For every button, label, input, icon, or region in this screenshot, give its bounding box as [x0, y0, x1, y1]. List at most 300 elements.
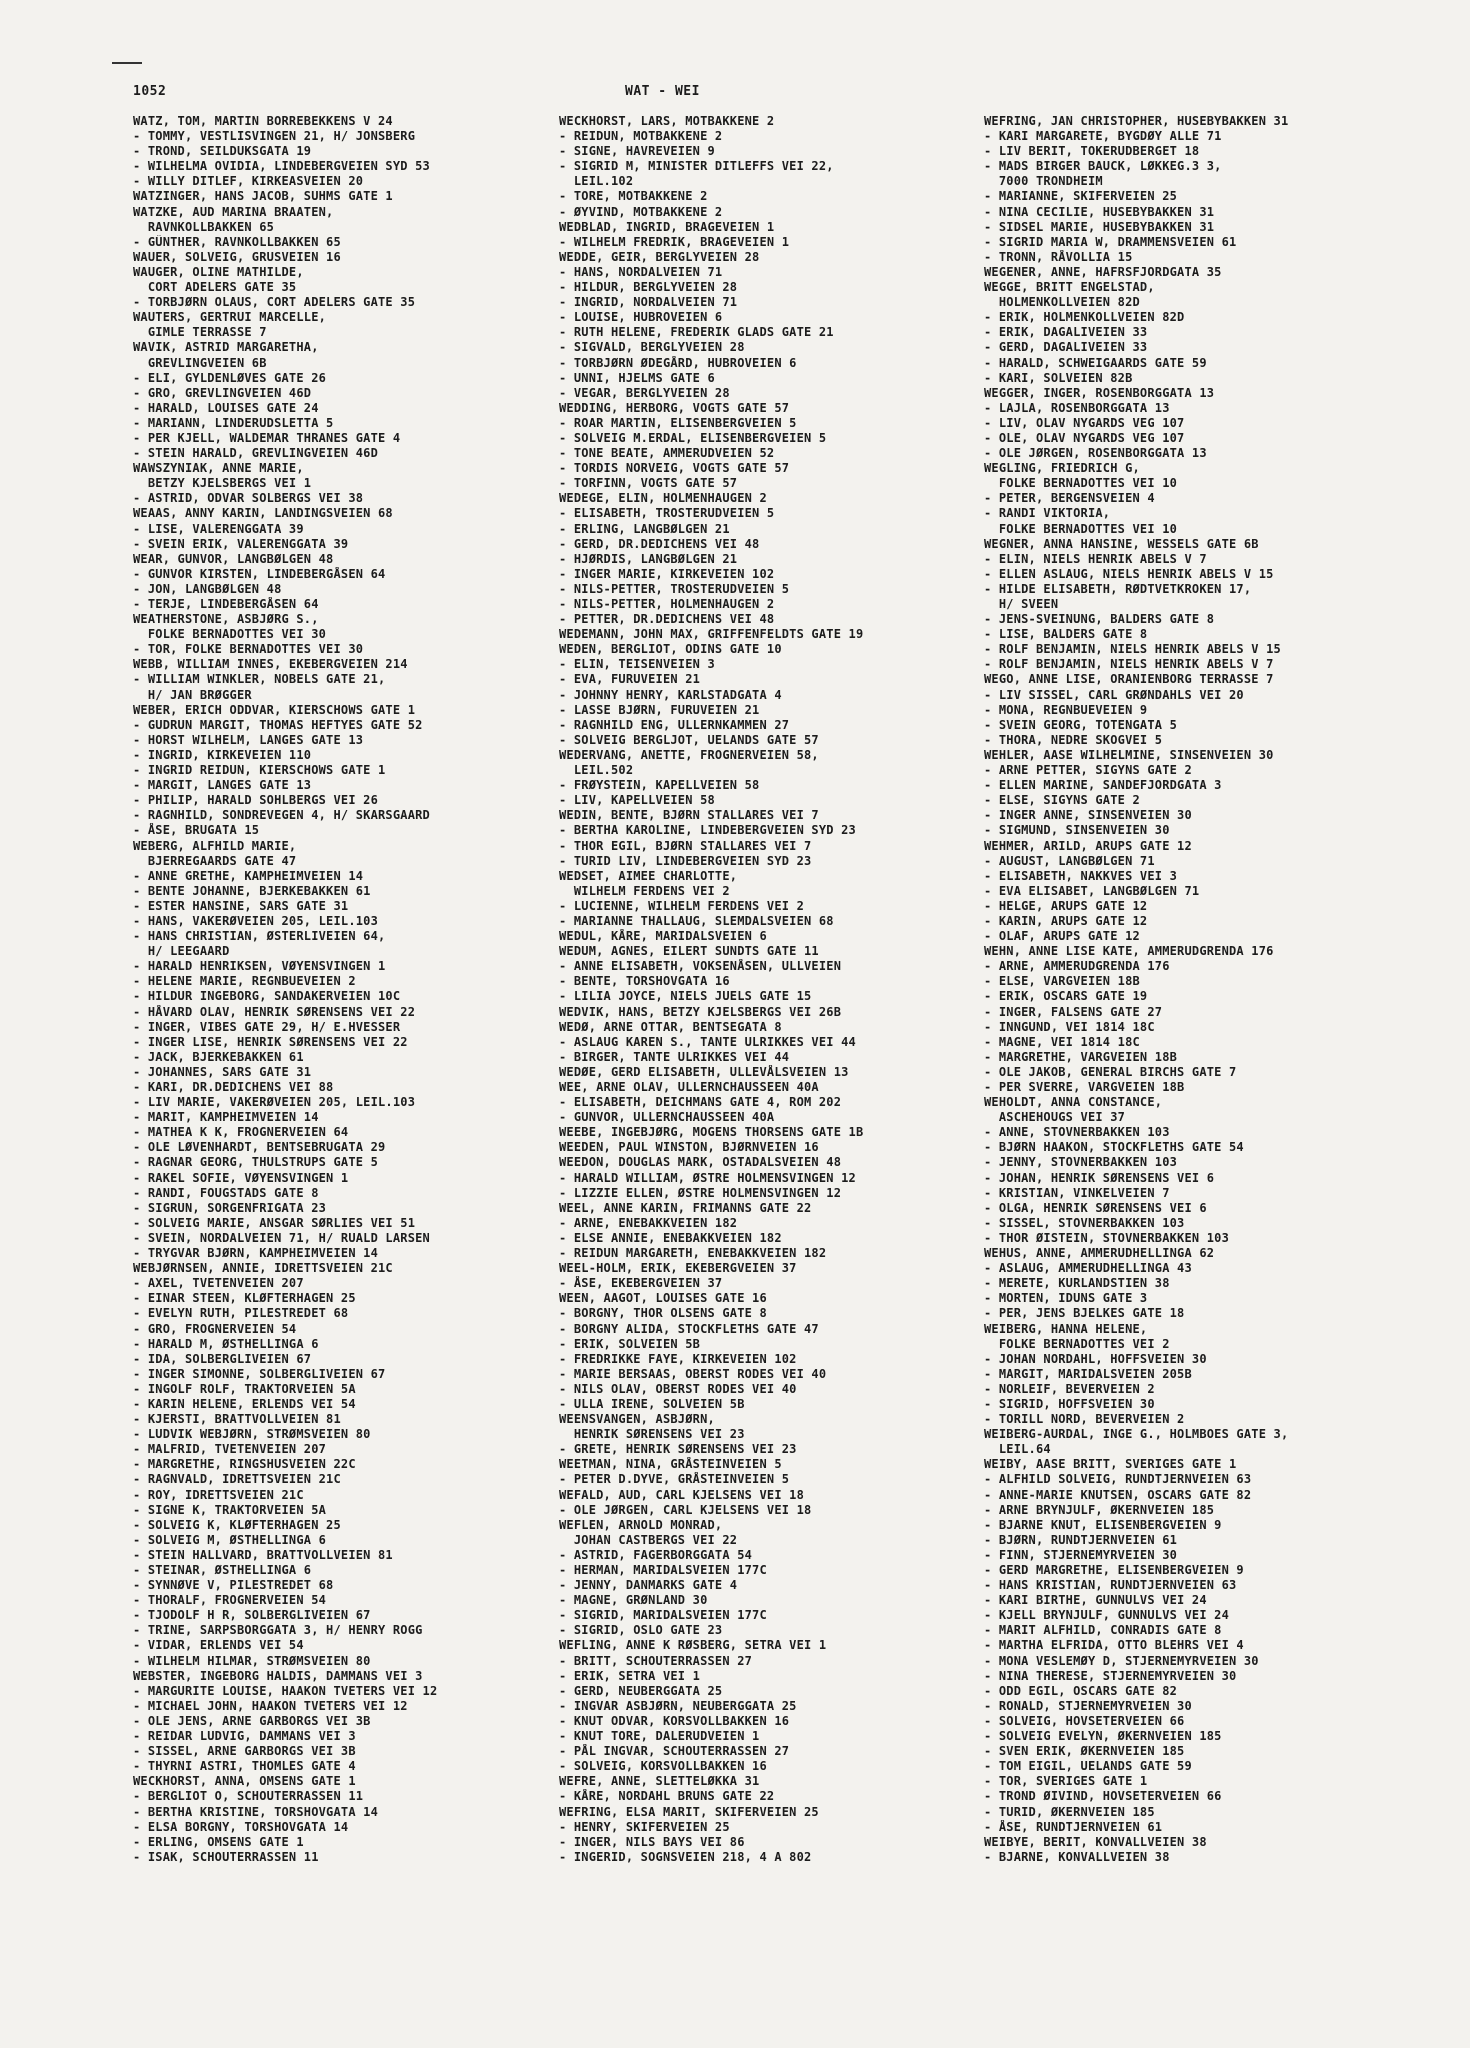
- directory-entry-line: - SVEN ERIK, ØKERNVEIEN 185: [984, 1744, 1185, 1759]
- directory-entry-line: - OLE JØRGEN, ROSENBORGGATA 13: [984, 446, 1207, 461]
- directory-entry-line: - ANNE ELISABETH, VOKSENÅSEN, ULLVEIEN: [559, 959, 842, 974]
- directory-entry-line: - ERLING, OMSENS GATE 1: [133, 1834, 304, 1849]
- directory-entry-line: - ROAR MARTIN, ELISENBERGVEIEN 5: [559, 415, 797, 430]
- directory-entry-line: GIMLE TERRASSE 7: [133, 325, 267, 340]
- directory-entry-line: - ANNE, STOVNERBAKKEN 103: [984, 1125, 1170, 1140]
- directory-entry-line: - MONA VESLEMØY D, STJERNEMYRVEIEN 30: [984, 1653, 1259, 1668]
- directory-entry-line: HENRIK SØRENSENS VEI 23: [559, 1427, 745, 1442]
- directory-entry-line: - GUNVOR KIRSTEN, LINDEBERGÅSEN 64: [133, 566, 386, 581]
- directory-entry-line: - RAGNAR GEORG, THULSTRUPS GATE 5: [133, 1155, 379, 1170]
- directory-entry-line: - TONE BEATE, AMMERUDVEIEN 52: [559, 446, 775, 461]
- directory-entry-line: - TRYGVAR BJØRN, KAMPHEIMVEIEN 14: [133, 1246, 379, 1261]
- directory-entry-line: WEHOLDT, ANNA CONSTANCE,: [984, 1095, 1163, 1110]
- directory-entry-line: - ERIK, HOLMENKOLLVEIEN 82D: [984, 310, 1185, 325]
- directory-entry-line: RAVNKOLLBAKKEN 65: [133, 219, 275, 234]
- directory-entry-line: - MATHEA K K, FROGNERVEIEN 64: [133, 1125, 349, 1140]
- directory-entry-line: - SIGRID, HOFFSVEIEN 30: [984, 1396, 1155, 1411]
- directory-entry-line: - SOLVEIG M.ERDAL, ELISENBERGVEIEN 5: [559, 430, 827, 445]
- directory-entry-line: - ELLEN MARINE, SANDEFJORDGATA 3: [984, 778, 1222, 793]
- directory-entry-line: WECKHORST, LARS, MOTBAKKENE 2: [559, 114, 775, 128]
- directory-entry-line: WEEBE, INGEBJØRG, MOGENS THORSENS GATE 1B: [559, 1125, 864, 1140]
- directory-entry-line: - HILDE ELISABETH, RØDTVETKROKEN 17,: [984, 581, 1252, 596]
- directory-entry-line: - LUDVIK WEBJØRN, STRØMSVEIEN 80: [133, 1427, 371, 1442]
- directory-entry-line: - TJODOLF H R, SOLBERGLIVEIEN 67: [133, 1608, 371, 1623]
- directory-entry-line: - ERIK, SOLVEIEN 5B: [559, 1336, 701, 1351]
- directory-entry-line: - PETER, BERGENSVEIEN 4: [984, 491, 1155, 506]
- directory-entry-line: - MARGRETHE, RINGSHUSVEIEN 22C: [133, 1457, 356, 1472]
- directory-entry-line: - JOHANNES, SARS GATE 31: [133, 1064, 312, 1079]
- directory-entry-line: - EINAR STEEN, KLØFTERHAGEN 25: [133, 1291, 356, 1306]
- directory-entry-line: - SIGRUN, SORGENFRIGATA 23: [133, 1200, 327, 1215]
- directory-entry-line: - MARIANNE THALLAUG, SLEMDALSVEIEN 68: [559, 913, 834, 928]
- directory-entry-line: - INGER ANNE, SINSENVEIEN 30: [984, 808, 1192, 823]
- directory-entry-line: - ODD EGIL, OSCARS GATE 82: [984, 1683, 1178, 1698]
- directory-entry-line: - HJØRDIS, LANGBØLGEN 21: [559, 551, 738, 566]
- directory-entry-line: - TRONN, RÅVOLLIA 15: [984, 249, 1133, 264]
- directory-entry-line: WECKHORST, ANNA, OMSENS GATE 1: [133, 1774, 356, 1789]
- directory-entry-line: - HANS, NORDALVEIEN 71: [559, 264, 723, 279]
- directory-entry-line: - GRETE, HENRIK SØRENSENS VEI 23: [559, 1442, 797, 1457]
- directory-entry-line: - HILDUR INGEBORG, SANDAKERVEIEN 10C: [133, 989, 401, 1004]
- directory-entry-line: WEBJØRNSEN, ANNIE, IDRETTSVEIEN 21C: [133, 1261, 393, 1276]
- directory-entry-line: - GÜNTHER, RAVNKOLLBAKKEN 65: [133, 234, 341, 249]
- directory-entry-line: - TOR, SVERIGES GATE 1: [984, 1774, 1148, 1789]
- directory-entry-line: - EVA, FURUVEIEN 21: [559, 672, 701, 687]
- directory-entry-line: - REIDAR LUDVIG, DAMMANS VEI 3: [133, 1729, 356, 1744]
- directory-entry-line: CORT ADELERS GATE 35: [133, 280, 297, 295]
- directory-entry-line: - TORDIS NORVEIG, VOGTS GATE 57: [559, 461, 790, 476]
- directory-entry-line: - HARALD, SCHWEIGAARDS GATE 59: [984, 355, 1207, 370]
- directory-entry-line: - GERD MARGRETHE, ELISENBERGVEIEN 9: [984, 1563, 1244, 1577]
- directory-entry-line: WEDDE, GEIR, BERGLYVEIEN 28: [559, 249, 760, 264]
- directory-entry-line: WEIBYE, BERIT, KONVALLVEIEN 38: [984, 1834, 1207, 1849]
- directory-entry-line: - HENRY, SKIFERVEIEN 25: [559, 1819, 730, 1834]
- directory-entry-line: - HILDUR, BERGLYVEIEN 28: [559, 280, 738, 295]
- directory-entry-line: - KARI, DR.DEDICHENS VEI 88: [133, 1080, 334, 1094]
- directory-entry-line: - EVA ELISABET, LANGBØLGEN 71: [984, 883, 1200, 898]
- directory-entry-line: - ESTER HANSINE, SARS GATE 31: [133, 898, 349, 913]
- directory-entry-line: HOLMENKOLLVEIEN 82D: [984, 295, 1140, 310]
- directory-entry-line: - TOR, FOLKE BERNADOTTES VEI 30: [133, 642, 364, 657]
- directory-entry-line: - SYNNØVE V, PILESTREDET 68: [133, 1578, 334, 1593]
- directory-entry-line: WATZ, TOM, MARTIN BORREBEKKENS V 24: [133, 114, 393, 128]
- directory-entry-line: - ANNE-MARIE KNUTSEN, OSCARS GATE 82: [984, 1487, 1252, 1502]
- directory-entry-line: - STEIN HALLVARD, BRATTVOLLVEIEN 81: [133, 1547, 393, 1562]
- directory-entry-line: WEGGER, INGER, ROSENBORGGATA 13: [984, 385, 1215, 400]
- directory-entry-line: - PETTER, DR.DEDICHENS VEI 48: [559, 612, 775, 627]
- directory-entry-line: - LIV, KAPELLVEIEN 58: [559, 793, 715, 808]
- directory-entry-line: - MARIT, KAMPHEIMVEIEN 14: [133, 1110, 319, 1125]
- directory-entry-line: - SVEIN GEORG, TOTENGATA 5: [984, 717, 1178, 732]
- directory-entry-line: WEDSET, AIMEE CHARLOTTE,: [559, 868, 738, 883]
- directory-entry-line: WEGLING, FRIEDRICH G,: [984, 461, 1140, 476]
- directory-entry-line: - TOM EIGIL, UELANDS GATE 59: [984, 1759, 1192, 1774]
- directory-entry-line: - OLE JØRGEN, CARL KJELSENS VEI 18: [559, 1502, 812, 1517]
- directory-entry-line: - ELSE ANNIE, ENEBAKKVEIEN 182: [559, 1230, 782, 1245]
- directory-entry-line: - FINN, STJERNEMYRVEIEN 30: [984, 1547, 1178, 1562]
- directory-entry-line: - INGER, VIBES GATE 29, H/ E.HVESSER: [133, 1019, 401, 1034]
- directory-entry-line: - ØYVIND, MOTBAKKENE 2: [559, 204, 723, 219]
- directory-entry-line: WEE, ARNE OLAV, ULLERNCHAUSSEEN 40A: [559, 1080, 819, 1094]
- directory-entry-line: GREVLINGVEIEN 6B: [133, 355, 267, 370]
- directory-entry-line: - ÅSE, BRUGATA 15: [133, 823, 260, 838]
- directory-entry-line: WILHELM FERDENS VEI 2: [559, 883, 730, 898]
- directory-entry-line: - PHILIP, HARALD SOHLBERGS VEI 26: [133, 793, 379, 808]
- directory-entry-line: - HARALD, LOUISES GATE 24: [133, 400, 319, 415]
- directory-entry-line: - MICHAEL JOHN, HAAKON TVETERS VEI 12: [133, 1698, 408, 1713]
- directory-entry-line: - TROND, SEILDUKSGATA 19: [133, 144, 312, 159]
- directory-entry-line: - SOLVEIG, KORSVOLLBAKKEN 16: [559, 1759, 767, 1774]
- directory-entry-line: - NILS-PETTER, HOLMENHAUGEN 2: [559, 597, 775, 611]
- directory-entry-line: - MARIT ALFHILD, CONRADIS GATE 8: [984, 1623, 1222, 1638]
- directory-entry-line: - NILS OLAV, OBERST RODES VEI 40: [559, 1381, 797, 1396]
- directory-entry-line: - LUCIENNE, WILHELM FERDENS VEI 2: [559, 898, 805, 913]
- directory-entry-line: - INGVAR ASBJØRN, NEUBERGGATA 25: [559, 1698, 797, 1713]
- directory-entry-line: WEDIN, BENTE, BJØRN STALLARES VEI 7: [559, 808, 819, 823]
- directory-entry-line: - TORILL NORD, BEVERVEIEN 2: [984, 1412, 1185, 1427]
- directory-entry-line: - MARIE BERSAAS, OBERST RODES VEI 40: [559, 1366, 827, 1381]
- directory-entry-line: - GUNVOR, ULLERNCHAUSSEEN 40A: [559, 1110, 775, 1125]
- directory-entry-line: - FREDRIKKE FAYE, KIRKEVEIEN 102: [559, 1351, 797, 1366]
- directory-entry-line: - GRO, GREVLINGVEIEN 46D: [133, 385, 312, 400]
- directory-entry-line: - HARALD HENRIKSEN, VØYENSVINGEN 1: [133, 959, 386, 974]
- directory-entry-line: - HANS, VAKERØVEIEN 205, LEIL.103: [133, 913, 379, 928]
- directory-entry-line: - LIV MARIE, VAKERØVEIEN 205, LEIL.103: [133, 1095, 416, 1110]
- directory-entry-line: - AUGUST, LANGBØLGEN 71: [984, 853, 1155, 868]
- directory-entry-line: - THOR ØISTEIN, STOVNERBAKKEN 103: [984, 1230, 1230, 1245]
- directory-entry-line: - ARNE, AMMERUDGRENDA 176: [984, 959, 1170, 974]
- directory-entry-line: - INGER LISE, HENRIK SØRENSENS VEI 22: [133, 1034, 408, 1049]
- directory-entry-line: - ULLA IRENE, SOLVEIEN 5B: [559, 1396, 745, 1411]
- directory-entry-line: WEFRING, ELSA MARIT, SKIFERVEIEN 25: [559, 1804, 819, 1819]
- directory-entry-line: WAUER, SOLVEIG, GRUSVEIEN 16: [133, 249, 341, 264]
- directory-entry-line: WEENSVANGEN, ASBJØRN,: [559, 1412, 715, 1427]
- directory-entry-line: WEBSTER, INGEBORG HALDIS, DAMMANS VEI 3: [133, 1668, 423, 1683]
- directory-entry-line: - FRØYSTEIN, KAPELLVEIEN 58: [559, 778, 760, 793]
- directory-entry-line: - ERIK, OSCARS GATE 19: [984, 989, 1148, 1004]
- directory-entry-line: - THOR EGIL, BJØRN STALLARES VEI 7: [559, 838, 812, 853]
- directory-entry-line: - GUDRUN MARGIT, THOMAS HEFTYES GATE 52: [133, 717, 423, 732]
- directory-entry-line: WEDØE, GERD ELISABETH, ULLEVÅLSVEIEN 13: [559, 1064, 849, 1079]
- directory-entry-line: - ROLF BENJAMIN, NIELS HENRIK ABELS V 7: [984, 657, 1274, 672]
- directory-entry-line: WATZINGER, HANS JACOB, SUHMS GATE 1: [133, 189, 393, 204]
- directory-entry-line: - HERMAN, MARIDALSVEIEN 177C: [559, 1563, 767, 1577]
- directory-entry-line: - PÅL INGVAR, SCHOUTERRASSEN 27: [559, 1744, 790, 1759]
- directory-entry-line: - INGER, FALSENS GATE 27: [984, 1004, 1163, 1019]
- directory-entry-line: - RAKEL SOFIE, VØYENSVINGEN 1: [133, 1170, 349, 1185]
- directory-entry-line: WEDEN, BERGLIOT, ODINS GATE 10: [559, 642, 782, 657]
- directory-entry-line: - MARGIT, MARIDALSVEIEN 205B: [984, 1366, 1192, 1381]
- directory-entry-line: - INGOLF ROLF, TRAKTORVEIEN 5A: [133, 1381, 356, 1396]
- directory-entry-line: - HÅVARD OLAV, HENRIK SØRENSENS VEI 22: [133, 1004, 416, 1019]
- directory-entry-line: - ISAK, SCHOUTERRASSEN 11: [133, 1849, 319, 1864]
- directory-entry-line: WEFALD, AUD, CARL KJELSENS VEI 18: [559, 1487, 805, 1502]
- directory-entry-line: - RANDI, FOUGSTADS GATE 8: [133, 1185, 319, 1200]
- directory-entry-line: WEDUM, AGNES, EILERT SUNDTS GATE 11: [559, 944, 819, 959]
- directory-entry-line: WEDVIK, HANS, BETZY KJELSBERGS VEI 26B: [559, 1004, 842, 1019]
- directory-entry-line: - MARGIT, LANGES GATE 13: [133, 778, 312, 793]
- directory-entry-line: WEFLING, ANNE K RØSBERG, SETRA VEI 1: [559, 1638, 827, 1653]
- directory-entry-line: - STEIN HARALD, GREVLINGVEIEN 46D: [133, 446, 379, 461]
- directory-entry-line: ASCHEHOUGS VEI 37: [984, 1110, 1126, 1125]
- directory-entry-line: WEGNER, ANNA HANSINE, WESSELS GATE 6B: [984, 536, 1259, 551]
- directory-entry-line: - ARNE PETTER, SIGYNS GATE 2: [984, 763, 1192, 778]
- directory-entry-line: - KARIN, ARUPS GATE 12: [984, 913, 1148, 928]
- directory-entry-line: - ERIK, SETRA VEI 1: [559, 1668, 701, 1683]
- directory-entry-line: - MARIANNE, SKIFERVEIEN 25: [984, 189, 1178, 204]
- directory-entry-line: WEEDEN, PAUL WINSTON, BJØRNVEIEN 16: [559, 1140, 819, 1155]
- running-head: WAT - WEI: [625, 84, 700, 99]
- directory-entry-line: - THORA, NEDRE SKOGVEI 5: [984, 732, 1163, 747]
- directory-entry-line: 7000 TRONDHEIM: [984, 174, 1103, 189]
- directory-entry-line: - RANDI VIKTORIA,: [984, 506, 1111, 521]
- directory-entry-line: - MARIANN, LINDERUDSLETTA 5: [133, 415, 334, 430]
- directory-entry-line: - SOLVEIG K, KLØFTERHAGEN 25: [133, 1517, 341, 1532]
- directory-entry-line: - KRISTIAN, VINKELVEIEN 7: [984, 1185, 1170, 1200]
- directory-entry-line: - RAGNHILD ENG, ULLERNKAMMEN 27: [559, 717, 790, 732]
- directory-entry-line: - TURID, ØKERNVEIEN 185: [984, 1804, 1155, 1819]
- directory-entry-line: WEFLEN, ARNOLD MONRAD,: [559, 1517, 723, 1532]
- page-number: 1052: [133, 84, 167, 99]
- directory-entry-line: - SIGMUND, SINSENVEIEN 30: [984, 823, 1170, 838]
- directory-entry-line: - ROY, IDRETTSVEIEN 21C: [133, 1487, 304, 1502]
- directory-entry-line: WEDEMANN, JOHN MAX, GRIFFENFELDTS GATE 19: [559, 627, 864, 642]
- directory-entry-line: - SIGRID M, MINISTER DITLEFFS VEI 22,: [559, 159, 834, 174]
- directory-entry-line: - PER SVERRE, VARGVEIEN 18B: [984, 1080, 1185, 1094]
- directory-entry-line: WEETMAN, NINA, GRÅSTEINVEIEN 5: [559, 1457, 782, 1472]
- directory-entry-line: WEHUS, ANNE, AMMERUDHELLINGA 62: [984, 1246, 1215, 1261]
- directory-entry-line: H/ LEEGAARD: [133, 944, 230, 959]
- directory-entry-line: FOLKE BERNADOTTES VEI 10: [984, 521, 1178, 536]
- directory-entry-line: - KÅRE, NORDAHL BRUNS GATE 22: [559, 1789, 775, 1804]
- directory-entry-line: - TURID LIV, LINDEBERGVEIEN SYD 23: [559, 853, 812, 868]
- directory-entry-line: - ARNE, ENEBAKKVEIEN 182: [559, 1215, 738, 1230]
- directory-entry-line: - LIV, OLAV NYGARDS VEG 107: [984, 415, 1185, 430]
- directory-entry-line: - BERTHA KRISTINE, TORSHOVGATA 14: [133, 1804, 379, 1819]
- directory-column-3: [984, 114, 1384, 1865]
- directory-entry-line: WEGO, ANNE LISE, ORANIENBORG TERRASSE 7: [984, 672, 1274, 687]
- directory-entry-line: - SIGRID, MARIDALSVEIEN 177C: [559, 1608, 767, 1623]
- directory-entry-line: - REIDUN MARGARETH, ENEBAKKVEIEN 182: [559, 1246, 827, 1261]
- directory-entry-line: - GERD, DAGALIVEIEN 33: [984, 340, 1148, 355]
- directory-entry-line: WEIBERG, HANNA HELENE,: [984, 1321, 1148, 1336]
- directory-entry-line: - ALFHILD SOLVEIG, RUNDTJERNVEIEN 63: [984, 1472, 1252, 1487]
- directory-entry-line: - JACK, BJERKEBAKKEN 61: [133, 1049, 304, 1064]
- directory-entry-line: - ELIN, TEISENVEIEN 3: [559, 657, 715, 672]
- directory-entry-line: - TORBJØRN ØDEGÅRD, HUBROVEIEN 6: [559, 355, 797, 370]
- directory-entry-line: WEEDON, DOUGLAS MARK, OSTADALSVEIEN 48: [559, 1155, 842, 1170]
- directory-entry-line: WEHMER, ARILD, ARUPS GATE 12: [984, 838, 1192, 853]
- directory-entry-line: - OLE JAKOB, GENERAL BIRCHS GATE 7: [984, 1064, 1237, 1079]
- directory-entry-line: - MAGNE, GRØNLAND 30: [559, 1593, 708, 1608]
- directory-entry-line: WEDBLAD, INGRID, BRAGEVEIEN 1: [559, 219, 775, 234]
- directory-entry-line: - BJARNE KNUT, ELISENBERGVEIEN 9: [984, 1517, 1222, 1532]
- directory-entry-line: - GERD, NEUBERGGATA 25: [559, 1683, 723, 1698]
- directory-entry-line: - LISE, VALERENGGATA 39: [133, 521, 304, 536]
- directory-entry-line: FOLKE BERNADOTTES VEI 30: [133, 627, 327, 642]
- directory-entry-line: - KJERSTI, BRATTVOLLVEIEN 81: [133, 1412, 341, 1427]
- directory-entry-line: - TRINE, SARPSBORGGATA 3, H/ HENRY ROGG: [133, 1623, 423, 1638]
- directory-entry-line: WEEL, ANNE KARIN, FRIMANNS GATE 22: [559, 1200, 812, 1215]
- directory-entry-line: - MAGNE, VEI 1814 18C: [984, 1034, 1140, 1049]
- directory-entry-line: WEDEGE, ELIN, HOLMENHAUGEN 2: [559, 491, 767, 506]
- directory-entry-line: - HANS KRISTIAN, RUNDTJERNVEIEN 63: [984, 1578, 1237, 1593]
- directory-entry-line: WEDUL, KÅRE, MARIDALSVEIEN 6: [559, 929, 767, 944]
- directory-entry-line: - SIGRID MARIA W, DRAMMENSVEIEN 61: [984, 234, 1237, 249]
- directory-entry-line: - JOHAN NORDAHL, HOFFSVEIEN 30: [984, 1351, 1207, 1366]
- directory-entry-line: - ELLEN ASLAUG, NIELS HENRIK ABELS V 15: [984, 566, 1274, 581]
- directory-entry-line: - JON, LANGBØLGEN 48: [133, 581, 282, 596]
- directory-entry-line: - MARGRETHE, VARGVEIEN 18B: [984, 1049, 1178, 1064]
- directory-entry-line: - MONA, REGNBUEVEIEN 9: [984, 702, 1148, 717]
- directory-entry-line: - ERIK, DAGALIVEIEN 33: [984, 325, 1148, 340]
- directory-entry-line: - BRITT, SCHOUTERRASSEN 27: [559, 1653, 753, 1668]
- directory-entry-line: - LASSE BJØRN, FURUVEIEN 21: [559, 702, 760, 717]
- directory-entry-line: - AXEL, TVETENVEIEN 207: [133, 1276, 304, 1291]
- directory-entry-line: WAVIK, ASTRID MARGARETHA,: [133, 340, 319, 355]
- directory-entry-line: - TORE, MOTBAKKENE 2: [559, 189, 708, 204]
- directory-entry-line: FOLKE BERNADOTTES VEI 2: [984, 1336, 1170, 1351]
- directory-entry-line: - SIDSEL MARIE, HUSEBYBAKKEN 31: [984, 219, 1215, 234]
- directory-entry-line: - GRO, FROGNERVEIEN 54: [133, 1321, 297, 1336]
- directory-entry-line: - OLE LØVENHARDT, BENTSEBRUGATA 29: [133, 1140, 386, 1155]
- directory-entry-line: - LILIA JOYCE, NIELS JUELS GATE 15: [559, 989, 812, 1004]
- directory-entry-line: - OLE, OLAV NYGARDS VEG 107: [984, 430, 1185, 445]
- directory-entry-line: - BORGNY, THOR OLSENS GATE 8: [559, 1306, 767, 1321]
- directory-entry-line: - SISSEL, ARNE GARBORGS VEI 3B: [133, 1744, 356, 1759]
- directory-entry-line: - BJØRN, RUNDTJERNVEIEN 61: [984, 1532, 1178, 1547]
- directory-entry-line: - GERD, DR.DEDICHENS VEI 48: [559, 536, 760, 551]
- directory-entry-line: - ELIN, NIELS HENRIK ABELS V 7: [984, 551, 1207, 566]
- directory-entry-line: - KARI BIRTHE, GUNNULVS VEI 24: [984, 1593, 1207, 1608]
- directory-entry-line: H/ SVEEN: [984, 597, 1059, 611]
- directory-entry-line: WEAAS, ANNY KARIN, LANDINGSVEIEN 68: [133, 506, 393, 521]
- directory-entry-line: - KJELL BRYNJULF, GUNNULVS VEI 24: [984, 1608, 1230, 1623]
- directory-entry-line: - OLE JENS, ARNE GARBORGS VEI 3B: [133, 1713, 371, 1728]
- directory-entry-line: WAUTERS, GERTRUI MARCELLE,: [133, 310, 327, 325]
- directory-entry-line: JOHAN CASTBERGS VEI 22: [559, 1532, 738, 1547]
- directory-entry-line: - BJARNE, KONVALLVEIEN 38: [984, 1849, 1170, 1864]
- directory-entry-line: - WILLY DITLEF, KIRKEASVEIEN 20: [133, 174, 364, 189]
- directory-entry-line: - KARI MARGARETE, BYGDØY ALLE 71: [984, 129, 1222, 144]
- directory-entry-line: - ROLF BENJAMIN, NIELS HENRIK ABELS V 15: [984, 642, 1281, 657]
- directory-entry-line: - LIV SISSEL, CARL GRØNDAHLS VEI 20: [984, 687, 1244, 702]
- directory-entry-line: - RUTH HELENE, FREDERIK GLADS GATE 21: [559, 325, 834, 340]
- directory-entry-line: - SIGRID, OSLO GATE 23: [559, 1623, 723, 1638]
- directory-entry-line: - NILS-PETTER, TROSTERUDVEIEN 5: [559, 581, 790, 596]
- directory-entry-line: WEDERVANG, ANETTE, FROGNERVEIEN 58,: [559, 747, 819, 762]
- directory-entry-line: - RAGNVALD, IDRETTSVEIEN 21C: [133, 1472, 341, 1487]
- directory-entry-line: - INGRID, KIRKEVEIEN 110: [133, 747, 312, 762]
- directory-entry-line: WEIBY, AASE BRITT, SVERIGES GATE 1: [984, 1457, 1237, 1472]
- directory-entry-line: - TERJE, LINDEBERGÅSEN 64: [133, 597, 319, 611]
- directory-entry-line: - HARALD WILLIAM, ØSTRE HOLMENSVINGEN 12: [559, 1170, 856, 1185]
- directory-entry-line: - BORGNY ALIDA, STOCKFLETHS GATE 47: [559, 1321, 819, 1336]
- directory-entry-line: WEFRING, JAN CHRISTOPHER, HUSEBYBAKKEN 31: [984, 114, 1289, 128]
- directory-entry-line: - BJØRN HAAKON, STOCKFLETHS GATE 54: [984, 1140, 1244, 1155]
- directory-entry-line: - ELISABETH, NAKKVES VEI 3: [984, 868, 1178, 883]
- directory-entry-line: WEDDING, HERBORG, VOGTS GATE 57: [559, 400, 790, 415]
- directory-entry-line: - NORLEIF, BEVERVEIEN 2: [984, 1381, 1155, 1396]
- directory-entry-line: - UNNI, HJELMS GATE 6: [559, 370, 715, 385]
- directory-entry-line: WEHN, ANNE LISE KATE, AMMERUDGRENDA 176: [984, 944, 1274, 959]
- directory-entry-line: WEDØ, ARNE OTTAR, BENTSEGATA 8: [559, 1019, 782, 1034]
- directory-entry-line: - BERGLIOT O, SCHOUTERRASSEN 11: [133, 1789, 364, 1804]
- directory-entry-line: - INGRID, NORDALVEIEN 71: [559, 295, 738, 310]
- directory-entry-line: - WILHELM FREDRIK, BRAGEVEIEN 1: [559, 234, 790, 249]
- directory-entry-line: - INGRID REIDUN, KIERSCHOWS GATE 1: [133, 763, 386, 778]
- directory-entry-line: FOLKE BERNADOTTES VEI 10: [984, 476, 1178, 491]
- directory-entry-line: - ASLAUG KAREN S., TANTE ULRIKKES VEI 44: [559, 1034, 856, 1049]
- directory-entry-line: WEATHERSTONE, ASBJØRG S.,: [133, 612, 319, 627]
- directory-entry-line: - SVEIN ERIK, VALERENGGATA 39: [133, 536, 349, 551]
- directory-entry-line: - VIDAR, ERLENDS VEI 54: [133, 1638, 304, 1653]
- directory-entry-line: WEIBERG-AURDAL, INGE G., HOLMBOES GATE 3,: [984, 1427, 1289, 1442]
- directory-entry-line: WATZKE, AUD MARINA BRAATEN,: [133, 204, 334, 219]
- directory-entry-line: - INGER MARIE, KIRKEVEIEN 102: [559, 566, 775, 581]
- directory-entry-line: - ELSE, VARGVEIEN 18B: [984, 974, 1140, 989]
- directory-entry-line: - KARI, SOLVEIEN 82B: [984, 370, 1133, 385]
- directory-entry-line: - WILHELMA OVIDIA, LINDEBERGVEIEN SYD 53: [133, 159, 430, 174]
- directory-entry-line: - TOMMY, VESTLISVINGEN 21, H/ JONSBERG: [133, 129, 416, 144]
- directory-entry-line: - OLAF, ARUPS GATE 12: [984, 929, 1140, 944]
- directory-entry-line: - ASTRID, FAGERBORGGATA 54: [559, 1547, 753, 1562]
- directory-entry-line: - SOLVEIG M, ØSTHELLINGA 6: [133, 1532, 327, 1547]
- directory-entry-line: - INNGUND, VEI 1814 18C: [984, 1019, 1155, 1034]
- directory-entry-line: - JOHAN, HENRIK SØRENSENS VEI 6: [984, 1170, 1215, 1185]
- directory-column-1: [133, 114, 533, 1865]
- directory-entry-line: - ASLAUG, AMMERUDHELLINGA 43: [984, 1261, 1192, 1276]
- directory-entry-line: - MALFRID, TVETENVEIEN 207: [133, 1442, 327, 1457]
- directory-entry-line: - WILLIAM WINKLER, NOBELS GATE 21,: [133, 672, 386, 687]
- directory-entry-line: - RONALD, STJERNEMYRVEIEN 30: [984, 1698, 1192, 1713]
- directory-entry-line: - ERLING, LANGBØLGEN 21: [559, 521, 730, 536]
- directory-entry-line: - IDA, SOLBERGLIVEIEN 67: [133, 1351, 312, 1366]
- directory-entry-line: WEBER, ERICH ODDVAR, KIERSCHOWS GATE 1: [133, 702, 416, 717]
- directory-entry-line: - NINA THERESE, STJERNEMYRVEIEN 30: [984, 1668, 1237, 1683]
- directory-entry-line: LEIL.102: [559, 174, 634, 189]
- directory-entry-line: - HELGE, ARUPS GATE 12: [984, 898, 1148, 913]
- directory-entry-line: - ELISABETH, DEICHMANS GATE 4, ROM 202: [559, 1095, 842, 1110]
- directory-entry-line: - SOLVEIG MARIE, ANSGAR SØRLIES VEI 51: [133, 1215, 416, 1230]
- corner-mark: [112, 62, 142, 64]
- directory-entry-line: - ARNE BRYNJULF, ØKERNVEIEN 185: [984, 1502, 1215, 1517]
- directory-entry-line: - KNUT ODVAR, KORSVOLLBAKKEN 16: [559, 1713, 790, 1728]
- directory-entry-line: - THORALF, FROGNERVEIEN 54: [133, 1593, 327, 1608]
- directory-entry-line: - RAGNHILD, SONDREVEGEN 4, H/ SKARSGAARD: [133, 808, 430, 823]
- directory-entry-line: - SOLVEIG EVELYN, ØKERNVEIEN 185: [984, 1729, 1222, 1744]
- directory-entry-line: - SIGNE K, TRAKTORVEIEN 5A: [133, 1502, 327, 1517]
- directory-entry-line: - LIZZIE ELLEN, ØSTRE HOLMENSVINGEN 12: [559, 1185, 842, 1200]
- directory-entry-line: - MERETE, KURLANDSTIEN 38: [984, 1276, 1170, 1291]
- directory-entry-line: - SOLVEIG, HOVSETERVEIEN 66: [984, 1713, 1185, 1728]
- directory-entry-line: - MORTEN, IDUNS GATE 3: [984, 1291, 1148, 1306]
- directory-entry-line: - HARALD M, ØSTHELLINGA 6: [133, 1336, 319, 1351]
- directory-entry-line: - SISSEL, STOVNERBAKKEN 103: [984, 1215, 1185, 1230]
- directory-entry-line: - MARGURITE LOUISE, HAAKON TVETERS VEI 12: [133, 1683, 438, 1698]
- directory-entry-line: - BENTE JOHANNE, BJERKEBAKKEN 61: [133, 883, 371, 898]
- directory-entry-line: WEFRE, ANNE, SLETTELØKKA 31: [559, 1774, 760, 1789]
- directory-entry-line: - JOHNNY HENRY, KARLSTADGATA 4: [559, 687, 782, 702]
- directory-entry-line: - SOLVEIG BERGLJOT, UELANDS GATE 57: [559, 732, 819, 747]
- directory-entry-line: - NINA CECILIE, HUSEBYBAKKEN 31: [984, 204, 1215, 219]
- directory-entry-line: - EVELYN RUTH, PILESTREDET 68: [133, 1306, 349, 1321]
- directory-entry-line: - HANS CHRISTIAN, ØSTERLIVEIEN 64,: [133, 929, 386, 944]
- directory-entry-line: - MARTHA ELFRIDA, OTTO BLEHRS VEI 4: [984, 1638, 1244, 1653]
- directory-entry-line: WEAR, GUNVOR, LANGBØLGEN 48: [133, 551, 334, 566]
- directory-entry-line: - ELSE, SIGYNS GATE 2: [984, 793, 1140, 808]
- directory-entry-line: - WILHELM HILMAR, STRØMSVEIEN 80: [133, 1653, 371, 1668]
